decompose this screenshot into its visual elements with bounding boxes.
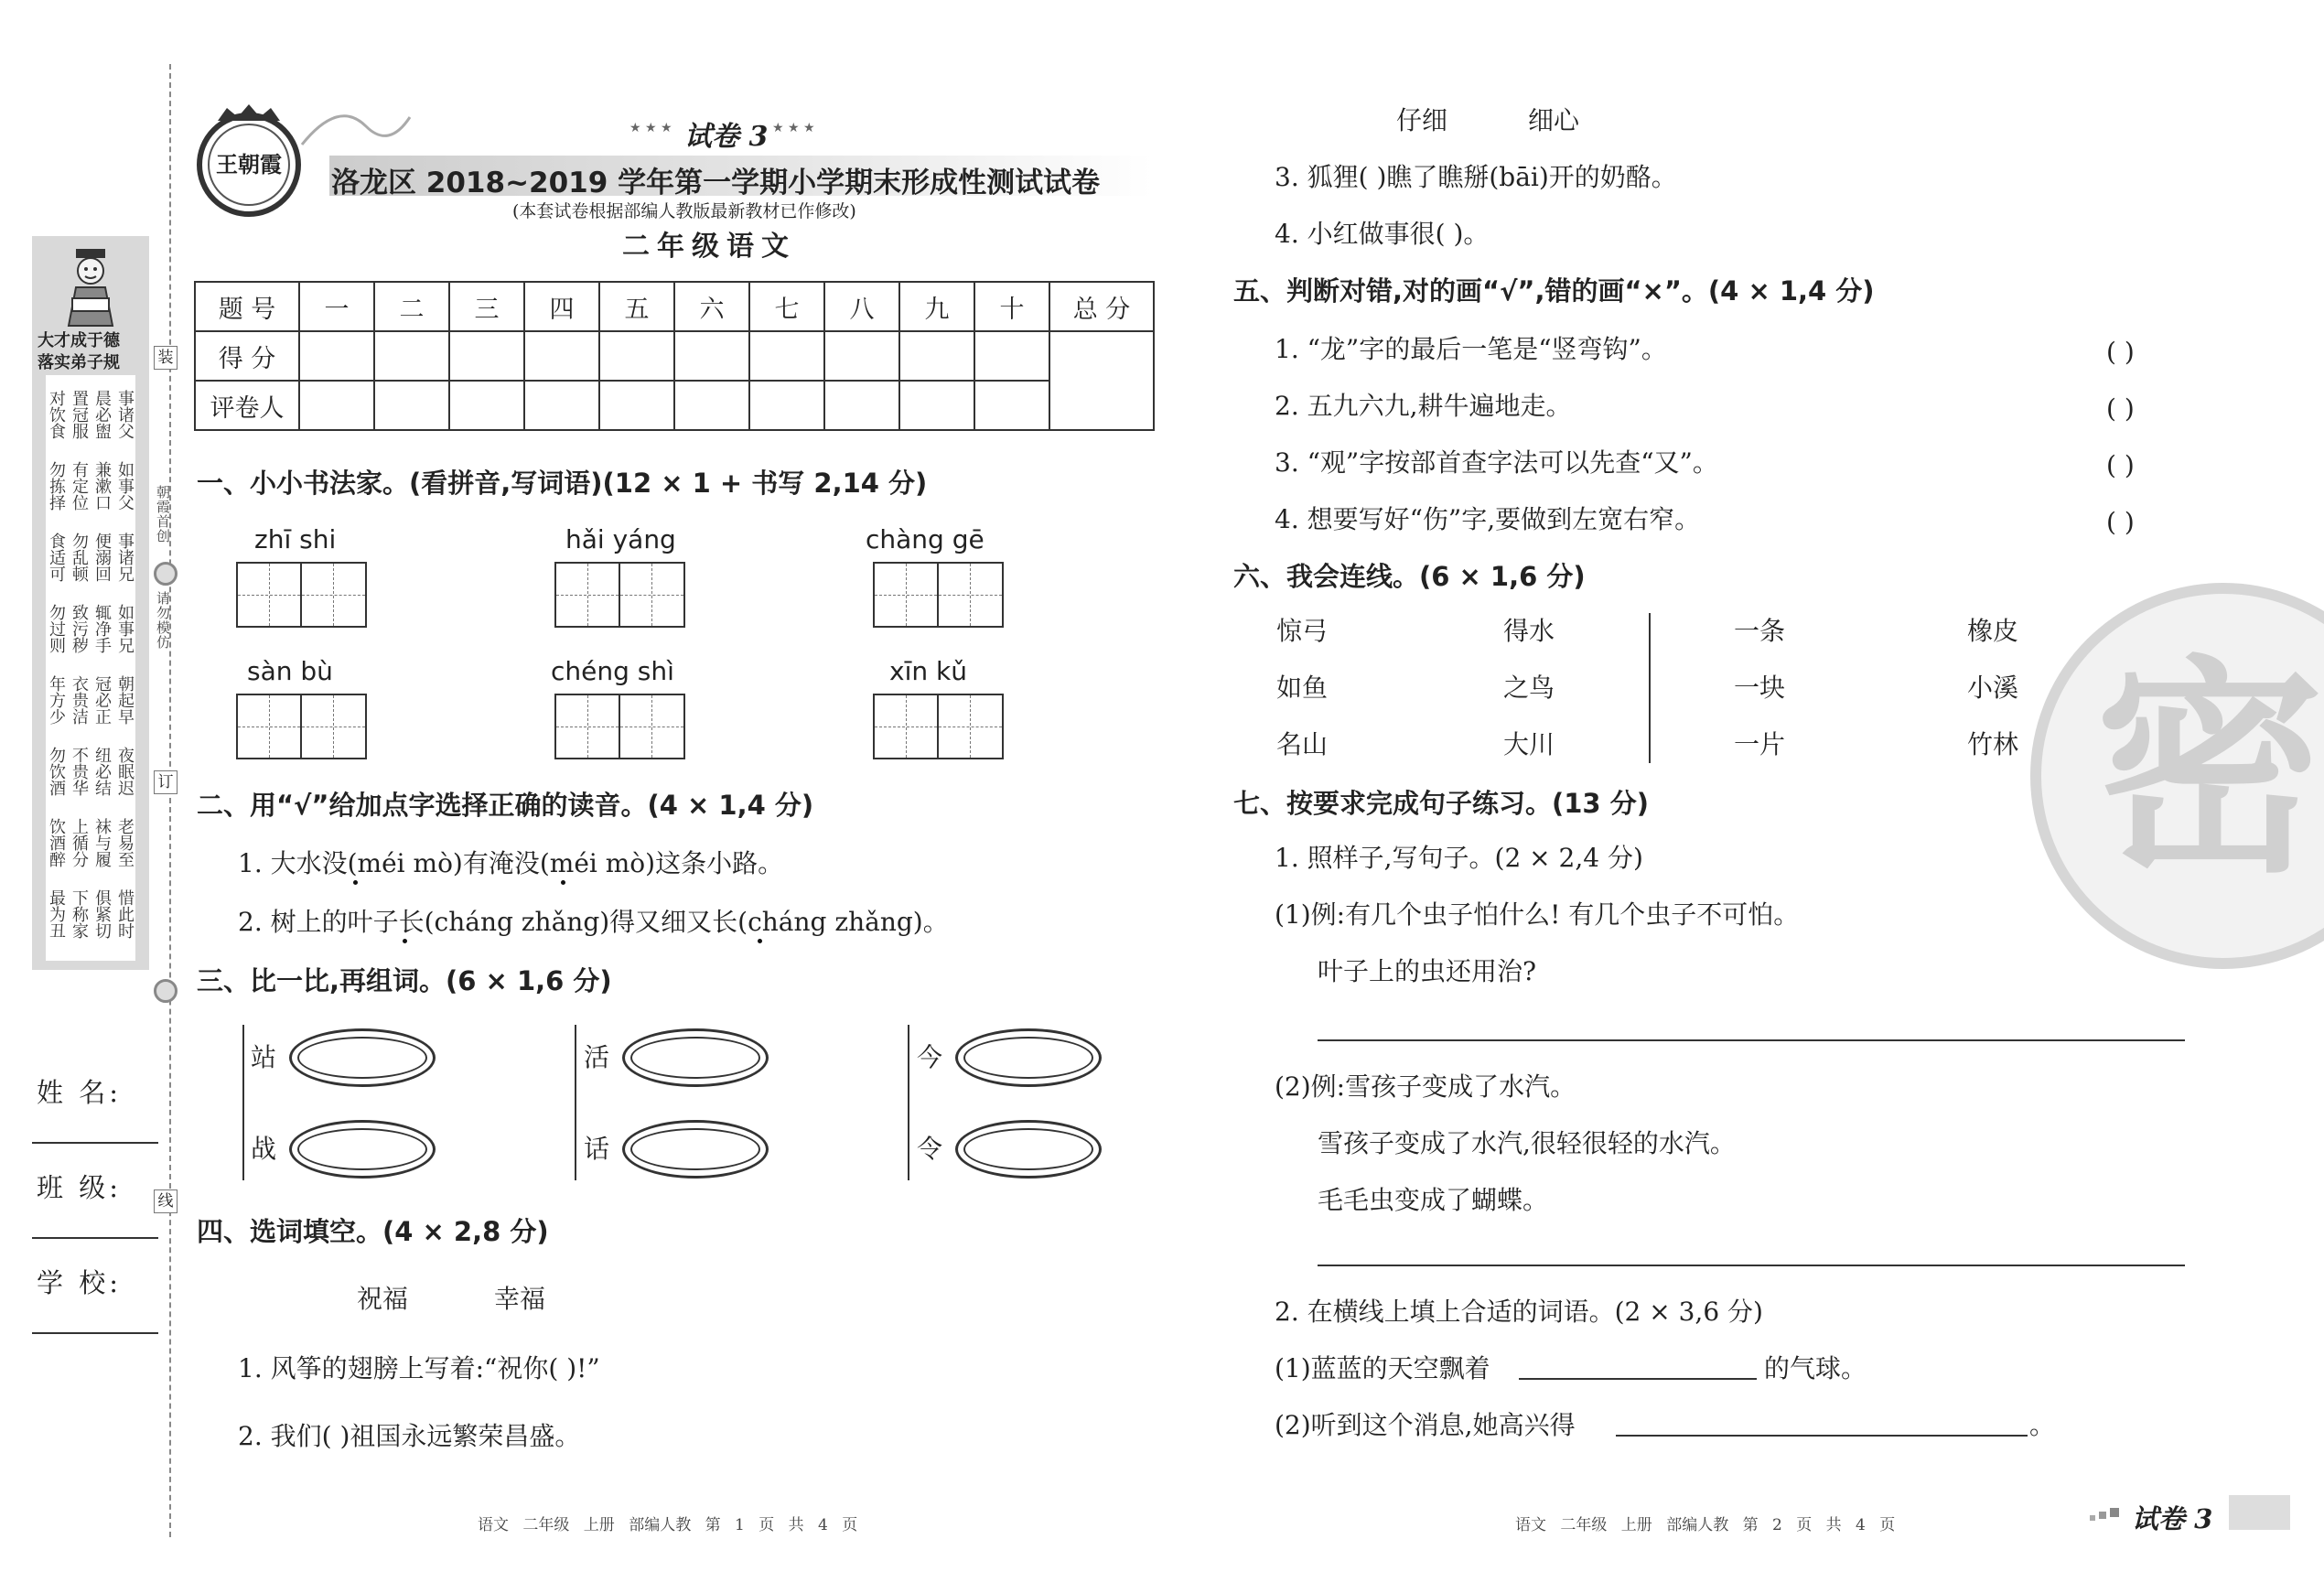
q7-example-1: (1)例:有几个虫子怕什么! 有几个虫子不可怕。 xyxy=(1275,899,1800,930)
sidebar-caption-1: 大才成于德 xyxy=(38,331,120,350)
grader-cell[interactable] xyxy=(599,381,674,430)
q4-option: 细心 xyxy=(1528,105,1580,135)
score-cell[interactable] xyxy=(299,331,374,381)
motto-line: 朝起早 xyxy=(115,675,134,725)
score-header-cell: 一 xyxy=(299,282,374,331)
motto-line: 致污秽 xyxy=(70,604,89,653)
paper-badge: 试卷 3 xyxy=(684,121,769,153)
q2-heading: 二、用“√”给加点字选择正确的读音。(4 × 1,4 分) xyxy=(197,790,814,821)
school-label: 学 校: xyxy=(37,1267,122,1298)
compare-char: 站 xyxy=(251,1042,277,1072)
word-oval[interactable] xyxy=(622,1120,769,1179)
motto-line: 袜与履 xyxy=(92,818,112,867)
word-oval[interactable] xyxy=(622,1028,769,1087)
motto-column xyxy=(48,381,65,952)
q5-item-4: 4. 想要写好“伤”字,要做到左宽右窄。 xyxy=(1275,504,1701,534)
motto-line: 勿拣择 xyxy=(47,461,66,511)
fill-blank-line[interactable] xyxy=(1519,1378,1757,1380)
motto-line: 兼漱口 xyxy=(92,461,112,511)
binding-cut-line xyxy=(169,64,171,1537)
grader-cell[interactable] xyxy=(749,381,824,430)
footer-right: 语文 二年级 上册 部编人教 第 2 页 共 4 页 xyxy=(1515,1516,1896,1534)
name-field[interactable] xyxy=(32,1142,158,1144)
q1-heading: 一、小小书法家。(看拼音,写词语)(12 × 1 + 书写 2,14 分) xyxy=(197,468,928,499)
writing-grid-1[interactable] xyxy=(236,562,367,628)
name-label: 姓 名: xyxy=(37,1077,122,1108)
q4-option: 祝福 xyxy=(357,1284,409,1314)
sidebar-motto-panel xyxy=(32,236,149,970)
answer-line[interactable] xyxy=(1318,1039,2185,1041)
score-header-cell: 十 xyxy=(974,282,1049,331)
q6-heading: 六、我会连线。(6 × 1,6 分) xyxy=(1233,561,1586,592)
q5-item-3: 3. “观”字按部首查字法可以先查“又”。 xyxy=(1275,447,1718,478)
score-header-cell: 三 xyxy=(449,282,524,331)
motto-line: 纽必结 xyxy=(92,747,112,796)
score-header-cell: 总 分 xyxy=(1049,282,1154,331)
score-cell[interactable] xyxy=(824,331,899,381)
scholar-figure-icon xyxy=(59,245,122,328)
compare-char: 话 xyxy=(584,1134,610,1164)
pinyin-2: hǎi yáng xyxy=(565,524,676,554)
compare-char: 战 xyxy=(251,1134,277,1164)
match-divider xyxy=(1649,613,1651,763)
grader-cell[interactable] xyxy=(524,381,599,430)
motto-line: 上循分 xyxy=(70,818,89,867)
pinyin-6: xīn kǔ xyxy=(889,656,967,686)
score-cell[interactable] xyxy=(674,331,749,381)
q7-example-2b: 雪孩子变成了水汽,很轻很轻的水汽。 xyxy=(1318,1128,1736,1158)
word-oval[interactable] xyxy=(289,1120,436,1179)
match-word[interactable]: 之鸟 xyxy=(1503,673,1555,703)
q7-fill-2b: 。 xyxy=(2029,1410,2056,1440)
motto-line: 下称家 xyxy=(70,889,89,939)
q5-heading: 五、判断对错,对的画“√”,错的画“×”。(4 × 1,4 分) xyxy=(1233,275,1875,307)
score-header-cell: 二 xyxy=(374,282,449,331)
q4-option: 幸福 xyxy=(494,1284,546,1314)
cut-mark-ding: 订 xyxy=(154,770,178,794)
motto-block xyxy=(46,375,135,961)
word-oval[interactable] xyxy=(955,1028,1102,1087)
binding-hole-1 xyxy=(154,562,178,586)
q5-item-1: 1. “龙”字的最后一笔是“竖弯钩”。 xyxy=(1275,334,1667,364)
score-row-label: 得 分 xyxy=(195,331,299,381)
binding-hole-2 xyxy=(154,979,178,1003)
motto-line: 夜眠迟 xyxy=(115,747,134,796)
q7-question-2: 毛毛虫变成了蝴蝶。 xyxy=(1318,1185,1549,1215)
writing-grid-5[interactable] xyxy=(554,694,685,759)
grader-cell[interactable] xyxy=(374,381,449,430)
score-header-cell: 四 xyxy=(524,282,599,331)
footer-left: 语文 二年级 上册 部编人教 第 1 页 共 4 页 xyxy=(478,1516,858,1534)
motto-column xyxy=(93,381,111,952)
motto-line: 事诸父 xyxy=(115,390,134,439)
q7-fill-1b: 的气球。 xyxy=(1764,1353,1867,1383)
score-cell[interactable] xyxy=(449,331,524,381)
score-header-cell: 七 xyxy=(749,282,824,331)
cut-mark-xian: 线 xyxy=(154,1189,178,1213)
motto-line: 有定位 xyxy=(70,461,89,511)
motto-line: 老易至 xyxy=(115,818,134,867)
pinyin-1: zhī shi xyxy=(254,524,337,554)
motto-line: 食适可 xyxy=(47,533,66,582)
score-header-row xyxy=(195,282,1154,331)
compare-char: 今 xyxy=(917,1042,943,1072)
q7-sub-1: 1. 照样子,写句子。(2 × 2,4 分) xyxy=(1275,843,1643,873)
motto-line: 衣贵洁 xyxy=(70,675,89,725)
judge-answer-box[interactable]: ( ) xyxy=(2106,393,2135,424)
q7-sub-2: 2. 在横线上填上合适的词语。(2 × 3,6 分) xyxy=(1275,1297,1763,1327)
match-word[interactable]: 一块 xyxy=(1734,673,1786,703)
match-word[interactable]: 一条 xyxy=(1734,616,1786,646)
motto-line: 如事父 xyxy=(115,461,134,511)
grader-row xyxy=(195,381,1154,430)
q7-fill-1a: (1)蓝蓝的天空飘着 xyxy=(1275,1353,1490,1383)
svg-text:王朝霞: 王朝霞 xyxy=(216,151,282,178)
q4-item-2: 2. 我们( )祖国永远繁荣昌盛。 xyxy=(238,1421,581,1451)
grader-cell[interactable] xyxy=(974,381,1049,430)
grader-cell[interactable] xyxy=(299,381,374,430)
exam-title: 洛龙区 2018~2019 学年第一学期小学期末形成性测试试卷 xyxy=(331,167,1101,199)
grader-cell[interactable] xyxy=(824,381,899,430)
compare-char: 令 xyxy=(917,1134,943,1164)
score-cell[interactable] xyxy=(899,331,974,381)
writing-grid-2[interactable] xyxy=(554,562,685,628)
match-word[interactable]: 如鱼 xyxy=(1276,673,1329,703)
q4-item-3: 3. 狐狸( )瞧了瞧掰(bāi)开的奶酪。 xyxy=(1275,162,1677,192)
grader-cell[interactable] xyxy=(449,381,524,430)
emphasis-dot xyxy=(561,880,565,885)
secret-watermark-seal xyxy=(2022,575,2324,977)
stars-left-icon: ★ ★ ★ xyxy=(629,121,672,135)
pinyin-3: chàng gē xyxy=(866,524,984,554)
motto-line: 饮酒醉 xyxy=(47,818,66,867)
motto-line: 俱紧切 xyxy=(92,889,112,939)
footer-badge: 试卷 3 xyxy=(2132,1503,2213,1534)
score-cell[interactable] xyxy=(749,331,824,381)
score-header-cell: 六 xyxy=(674,282,749,331)
logo-ribbon-decoration xyxy=(302,99,412,154)
q2-item-1: 1. 大水没(méi mò)有淹没(méi mò)这条小路。 xyxy=(238,848,784,878)
motto-line: 晨必盥 xyxy=(92,390,112,439)
motto-line: 勿饮酒 xyxy=(47,747,66,796)
grader-cell[interactable] xyxy=(899,381,974,430)
motto-line: 勿乱顿 xyxy=(70,533,89,582)
match-word[interactable]: 竹林 xyxy=(1967,729,2019,759)
score-table xyxy=(194,281,1155,431)
svg-text:密: 密 xyxy=(2095,637,2324,903)
emphasis-dot xyxy=(353,880,358,885)
motto-line: 对饮食 xyxy=(47,390,66,439)
match-word[interactable]: 名山 xyxy=(1276,729,1329,759)
score-header-cell: 八 xyxy=(824,282,899,331)
q7-question-1: 叶子上的虫还用治? xyxy=(1318,956,1537,986)
motto-line: 勿过则 xyxy=(47,604,66,653)
motto-column xyxy=(70,381,88,952)
match-word[interactable]: 小溪 xyxy=(1967,673,2019,703)
motto-line: 如事兄 xyxy=(115,604,134,653)
score-header-cell: 五 xyxy=(599,282,674,331)
motto-line: 不贵华 xyxy=(70,747,89,796)
cut-mark-zhuang: 装 xyxy=(154,346,178,370)
writing-grid-3[interactable] xyxy=(873,562,1004,628)
score-cell[interactable] xyxy=(524,331,599,381)
grader-cell[interactable] xyxy=(674,381,749,430)
writing-grid-4[interactable] xyxy=(236,694,367,759)
score-row xyxy=(195,331,1154,381)
q3-heading: 三、比一比,再组词。(6 × 1,6 分) xyxy=(197,965,612,996)
match-word[interactable]: 得水 xyxy=(1503,616,1555,646)
emphasis-dot xyxy=(758,939,762,943)
score-cell[interactable] xyxy=(599,331,674,381)
q4-option: 仔细 xyxy=(1396,105,1448,135)
total-score-cell[interactable] xyxy=(1049,331,1154,430)
stars-right-icon: ★ ★ ★ xyxy=(772,121,815,135)
answer-line[interactable] xyxy=(1318,1265,2185,1266)
motto-line: 置冠服 xyxy=(70,390,89,439)
motto-line: 冠必正 xyxy=(92,675,112,725)
word-oval[interactable] xyxy=(955,1120,1102,1179)
motto-line: 便溺回 xyxy=(92,533,112,582)
sidebar-caption-2: 落实弟子规 xyxy=(38,353,120,372)
match-word[interactable]: 橡皮 xyxy=(1967,616,2019,646)
match-word[interactable]: 一片 xyxy=(1734,729,1786,759)
motto-line: 年方少 xyxy=(47,675,66,725)
score-cell[interactable] xyxy=(974,331,1049,381)
judge-answer-box[interactable]: ( ) xyxy=(2106,337,2135,367)
q7-example-2: (2)例:雪孩子变成了水汽。 xyxy=(1275,1071,1576,1102)
fill-blank-line[interactable] xyxy=(1616,1435,2028,1437)
score-header-cell: 题 号 xyxy=(195,282,299,331)
match-word[interactable]: 大川 xyxy=(1503,729,1555,759)
motto-line: 惜此时 xyxy=(115,889,134,939)
score-header-cell: 九 xyxy=(899,282,974,331)
q7-heading: 七、按要求完成句子练习。(13 分) xyxy=(1233,788,1649,819)
q5-item-2: 2. 五九六九,耕牛遍地走。 xyxy=(1275,391,1572,421)
judge-answer-box[interactable]: ( ) xyxy=(2106,450,2135,480)
exam-note: (本套试卷根据部编人教版最新教材已作修改) xyxy=(512,201,856,221)
grader-row-label: 评卷人 xyxy=(195,381,299,430)
motto-line: 最为丑 xyxy=(47,889,66,939)
subject-title: 二年级语文 xyxy=(622,231,796,263)
compare-char: 活 xyxy=(584,1042,610,1072)
class-field[interactable] xyxy=(32,1237,158,1239)
motto-column xyxy=(116,381,134,952)
writing-grid-6[interactable] xyxy=(873,694,1004,759)
emphasis-dot xyxy=(403,939,407,943)
q4-item-4: 4. 小红做事很( )。 xyxy=(1275,219,1490,249)
match-word[interactable]: 惊弓 xyxy=(1276,616,1329,646)
class-label: 班 级: xyxy=(37,1172,122,1203)
motto-line: 辄净手 xyxy=(92,604,112,653)
q7-fill-2a: (2)听到这个消息,她高兴得 xyxy=(1275,1410,1576,1440)
score-cell[interactable] xyxy=(374,331,449,381)
school-field[interactable] xyxy=(32,1332,158,1334)
pinyin-4: sàn bù xyxy=(247,656,333,686)
pinyin-5: chéng shì xyxy=(551,656,674,686)
vertical-note-1: 朝霞首创 xyxy=(155,485,171,544)
footer-dots-icon xyxy=(2090,1504,2123,1524)
q2-item-2: 2. 树上的叶子长(cháng zhǎng)得又细又长(cháng zhǎng)。 xyxy=(238,907,949,937)
motto-line: 事诸兄 xyxy=(115,533,134,582)
word-oval[interactable] xyxy=(289,1028,436,1087)
q4-item-1: 1. 风筝的翅膀上写着:“祝你( )!” xyxy=(238,1353,600,1383)
judge-answer-box[interactable]: ( ) xyxy=(2106,507,2135,537)
q4-heading: 四、选词填空。(4 × 2,8 分) xyxy=(197,1216,549,1247)
vertical-note-2: 请勿模仿 xyxy=(155,591,171,650)
publisher-logo xyxy=(190,101,307,218)
footer-band xyxy=(2229,1495,2290,1530)
